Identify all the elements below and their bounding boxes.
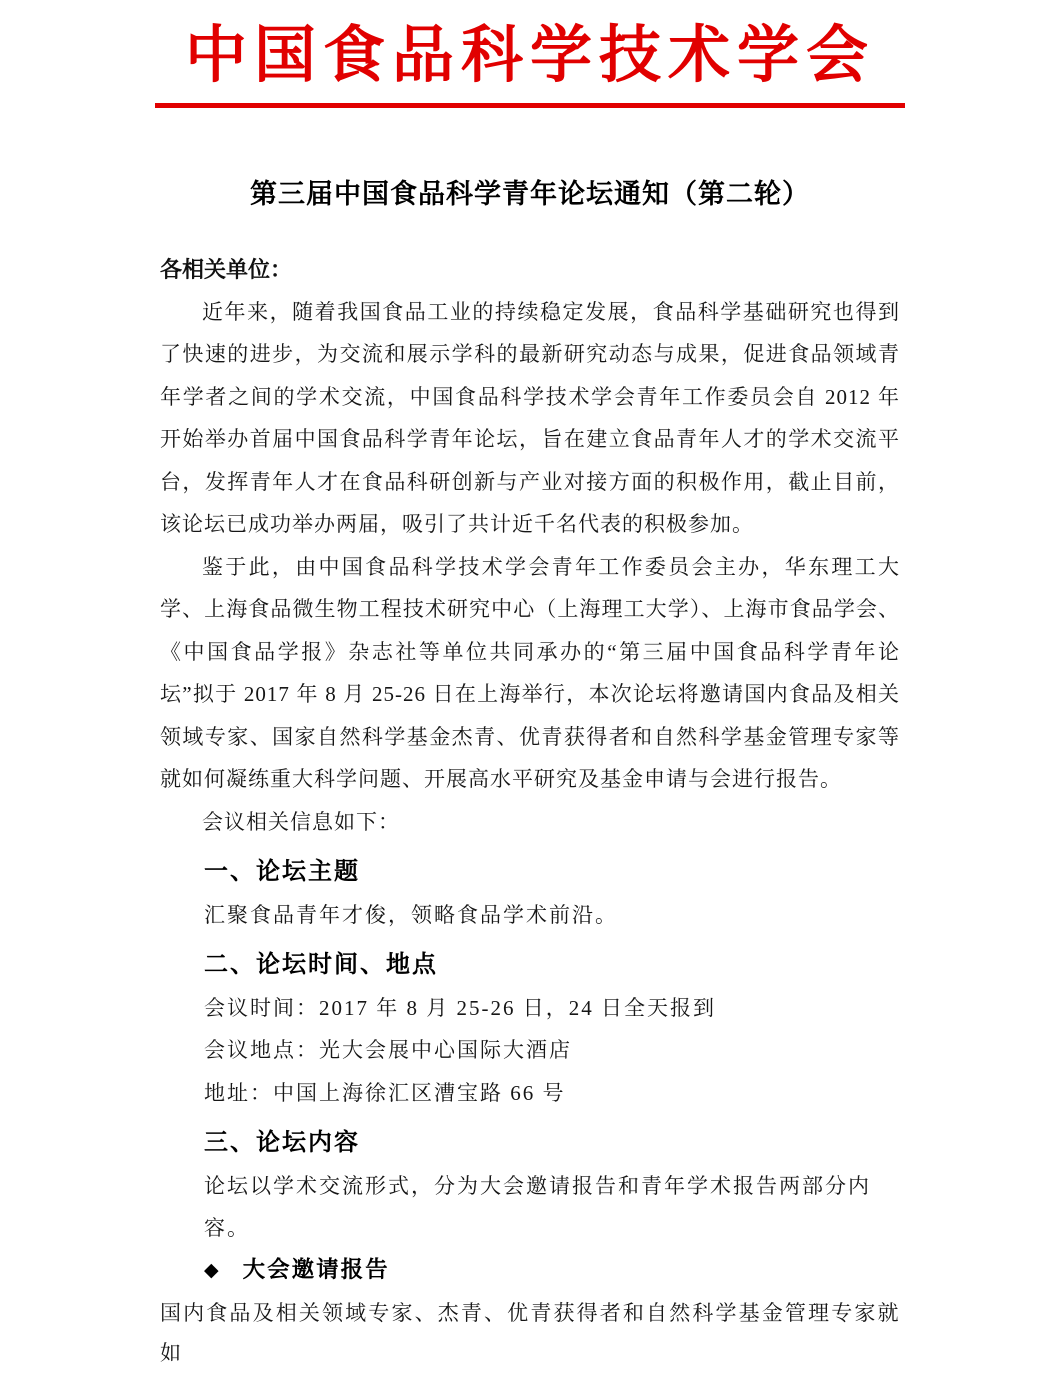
section-3-heading: 三、论坛内容 (204, 1129, 360, 1157)
meeting-time-line: 会议时间：2017 年 8 月 25-26 日，24 日全天报到 (204, 995, 716, 1020)
invited-report-bullet-row (160, 1250, 900, 1293)
document-title: 第三届中国食品科学青年论坛通知（第二轮） (250, 179, 810, 210)
document-body (160, 255, 900, 1373)
letterhead (0, 22, 1060, 108)
letterhead-divider (155, 103, 905, 108)
section-2-heading: 二、论坛时间、地点 (204, 951, 438, 979)
meeting-address-line: 地址：中国上海徐汇区漕宝路 66 号 (204, 1080, 566, 1105)
paragraph-organizers: 鉴于此，由中国食品科学技术学会青年工作委员会主办，华东理工大学、上海食品微生物工程技术研究中心（上海理工大学）、上海市食品学会、《中国食品学报》杂志社等单位共同承办的“第三届中国食品科学青年论坛”拟于 2017 年 8 月 25-26 日在上海举行，本次论坛将邀请国内食品及相关领域专家、国家自然科学基金杰青、优青获得者和自然科学基金管理专家等就如何凝练重大科学问题、开展高水平研究及基金申请与会进行报告。 (160, 554, 900, 792)
meeting-venue-line: 会议地点：光大会展中心国际大酒店 (204, 1038, 572, 1063)
paragraph-invited-report: 国内食品及相关领域专家、杰青、优青获得者和自然科学基金管理专家就如 (160, 1300, 900, 1365)
paragraph-intro: 近年来，随着我国食品工业的持续稳定发展，食品科学基础研究也得到了快速的进步，为交流和展示学科的最新研究动态与成果，促进食品领域青年学者之间的学术交流，中国食品科学技术学会青年工作委员会自 2012 年开始举办首届中国食品科学青年论坛，旨在建立食品青年人才的学术交流平台，发挥青年人才在食品科研创新与产业对接方面的积极作用，截止目前，该论坛已成功举办两届，吸引了共计近千名代表的积极参加。 (160, 299, 900, 537)
paragraph-info-lead: 会议相关信息如下： (202, 809, 400, 834)
org-name: 中国食品科学技术学会 (184, 22, 875, 90)
salutation: 各相关单位： (160, 256, 293, 282)
section-1-theme: 汇聚食品青年才俊，领略食品学术前沿。 (204, 902, 618, 927)
diamond-bullet-icon: ◆ (204, 1259, 219, 1281)
document-page (0, 22, 1060, 1365)
section-1-heading: 一、论坛主题 (204, 858, 360, 886)
invited-report-label: 大会邀请报告 (242, 1256, 390, 1282)
section-3-content: 论坛以学术交流形式，分为大会邀请报告和青年学术报告两部分内容。 (204, 1173, 871, 1241)
